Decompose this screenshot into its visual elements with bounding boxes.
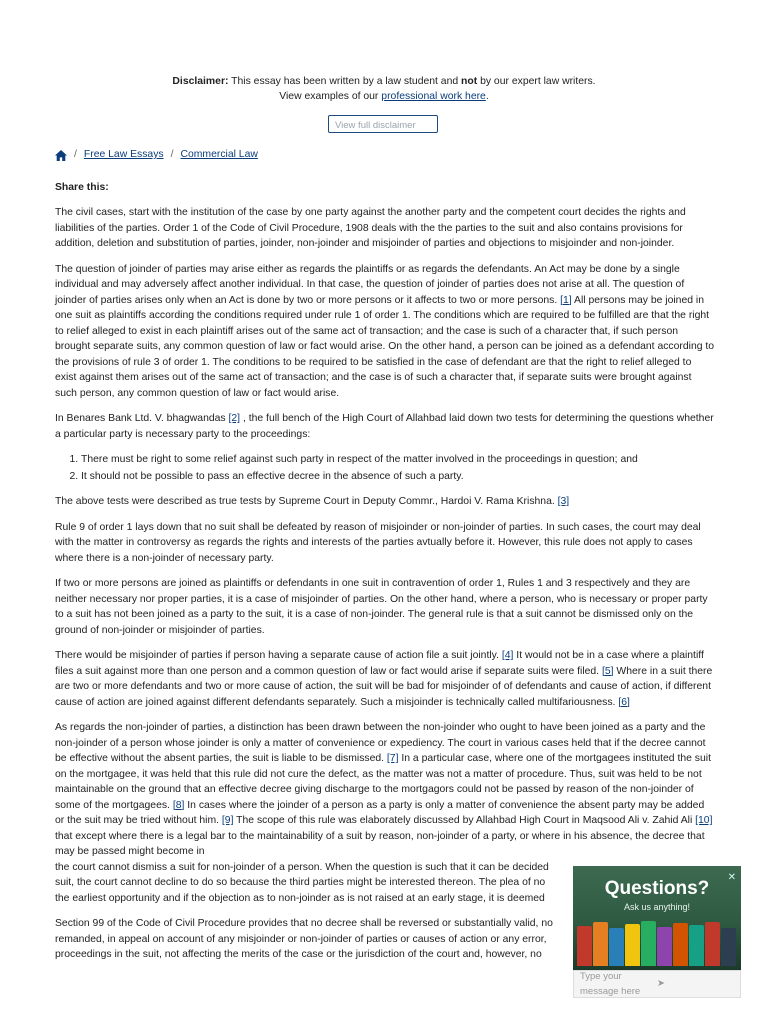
breadcrumb-separator: / <box>170 149 174 160</box>
close-icon[interactable]: ✕ <box>727 872 736 883</box>
chat-subtitle: Ask us anything! <box>623 902 691 912</box>
footnote-link-1[interactable]: [1] <box>560 294 572 306</box>
share-label: Share this: <box>55 182 109 193</box>
book-shape <box>641 921 656 966</box>
breadcrumb-free-law-essays[interactable]: Free Law Essays <box>83 149 164 160</box>
book-shape <box>609 928 624 966</box>
book-shape <box>577 926 592 966</box>
footnote-link-2[interactable]: [2] <box>228 413 241 424</box>
list-item: 2. It should not be possible to pass an effective decree in the absence of such a party. <box>81 469 715 485</box>
tests-list <box>55 452 715 484</box>
paragraph-text: , the full bench of the High Court of Allahbad laid down two tests for determining the questions whether a particular party is necessary party to the proceedings: <box>55 413 714 440</box>
disclaimer-label: Disclaimer: <box>172 76 229 87</box>
book-shape <box>593 922 608 966</box>
disclaimer-end: . <box>485 91 489 102</box>
paragraph-text: There would be misjoinder of parties if person having a separate cause of action file a suit jointly. <box>55 650 502 661</box>
paragraph-text: that except where there is a legal bar to the maintainability of a suit by reason, non-joinder of a party, or where in his absence, the decree that may be passed might become in <box>55 830 705 857</box>
home-icon[interactable] <box>55 150 67 161</box>
paragraph-text: As regards the non-joinder of parties, a distinction has been drawn between the non-joinder who ought to have been joined as a party and the non-joinder of a person whose joinder is only a matter of convenience or expediency. The court in various cases held that if the decree cannot be effective without the absent parties, the suit is liable to be dismissed. <box>55 722 706 764</box>
footnote-link-5[interactable]: [5] <box>601 665 614 677</box>
paragraph-text: In a particular case, where one of the mortgagees instituted the suit on the mortgagee, it was held that this rule did not cure the defect, as the matter was not a matter of procedure. Thus, suit was held to be not maintainable on the ground that an effective decree giving discharge to the mortgagors could not be passed by reason of the non-joinder of some of the mortgagees. <box>55 753 711 811</box>
paragraph-text: remanded, in appeal on account of any misjoinder or non-joinder of parties or causes of action or any error, <box>55 933 547 945</box>
book-shape <box>657 927 672 966</box>
books-illustration <box>577 920 737 966</box>
footnote-link-9[interactable]: [9] <box>221 815 234 826</box>
paragraph-text: The question of joinder of parties may arise either as regards the plaintiffs or as regards the defendants. An Act may be done by a single individual and may adversely affect another individual. In that case, the question of joinder of parties does not arise at all. The question of joinder of parties arises only when an Act is done by two or more persons or it affects to two or more persons. <box>55 263 685 306</box>
paragraph-text: The above tests were described as true tests by Supreme Court in Deputy Commr., Hardoi V. Rama Krishna. <box>55 496 558 507</box>
paragraph-text: suit, the court cannot decline to do so because the third parties might be interested thereon. The plea of no <box>55 877 546 888</box>
disclaimer <box>160 74 608 104</box>
paragraph-text: All persons may be joined in one suit as plaintiffs according the conditions required under rule 1 of order 1. The conditions which are required to be fulfilled are that the right to relief alleged to exist in each plaintiff arises out of the same act of transaction; and the case is such of a character that, if such person brought separate suits, any common question of law or fact would arise. On the other hand, a person can be joined as a defendant according to the provisions of rule 3 of order 1. The conditions to be required to be satisfied in the case of defendant are that the right to relief alleged to exist against them arises out of the same act of transaction; and the case is of such a character that, if separate suits were brought against such person, any common question of law or fact would arise. <box>55 294 715 399</box>
disclaimer-not: not <box>461 76 478 87</box>
paragraph-text: It would not be in a case where a plaintiff files a suit against more than one person and a common question of law or fact would arise if separate suits were filed. <box>55 650 704 677</box>
paragraph-1: The civil cases, start with the institution of the case by one party against the another party and the competent court decides the rights and liabilities of the parties. Order 1 of the Code of Civil Procedure, 1908 deals with the the parties to the suit and also contains provisions for addition, deletion and substitution of parties, joinder, non-joinder and misjoinder of parties and objections to misjoinder and non-joinder. <box>55 207 686 249</box>
paragraph-7 <box>55 648 715 710</box>
footnote-link-3[interactable]: [3] <box>557 496 570 507</box>
disclaimer-text-1: This essay has been written by a law student and <box>228 76 462 87</box>
book-shape <box>673 923 688 966</box>
chat-message-input[interactable] <box>573 970 741 998</box>
professional-work-link[interactable]: professional work here <box>381 91 486 102</box>
paragraph-6: If two or more persons are joined as plaintiffs or defendants in one suit in contravention of order 1, Rules 1 and 3 respectively and they are neither necessary nor proper parties, it is a case of misjoinder of parties. On the other hand, where a person, who is necessary or proper party to a suit has not been joined as a party to the suit, it is a case of non-joinder. The general rule is that a suit cannot be dismissed only on the ground of non-joinder or misjoinder of parties. <box>55 578 708 636</box>
footnote-link-7[interactable]: [7] <box>386 753 399 764</box>
footnote-link-10[interactable]: [10] <box>695 815 713 826</box>
footnote-link-4[interactable]: [4] <box>501 650 514 661</box>
footnote-link-6[interactable]: [6] <box>618 696 630 708</box>
article-body <box>55 205 715 973</box>
disclaimer-text-2: by our expert law writers. View examples of our <box>279 76 596 102</box>
paragraph-text: the earliest opportunity and if the objection as to non-joinder as is not raised at an early stage, it is deemed <box>55 892 545 904</box>
paragraph-text: The scope of this rule was elaborately discussed by Allahbad High Court in Maqsood Ali v. Zahid Ali <box>233 815 696 826</box>
paragraph-text: the court cannot dismiss a suit for non-joinder of a person. When the question is such that it can be decided <box>55 861 549 873</box>
breadcrumb-commercial-law[interactable]: Commercial Law <box>180 149 258 160</box>
footnote-link-8[interactable]: [8] <box>172 799 185 811</box>
paragraph-text: Where in a suit there are two or more defendants and two or more cause of action, the suit will be bad for misjoinder of of defendants and cause of action, if different cause of action are joined against different defendants separately. Such a misjoinder is technically called multifariousness. <box>55 665 713 708</box>
chat-widget[interactable] <box>573 866 741 998</box>
paragraph-text: proceedings in the suit, not affecting the merits of the case or the jurisdiction of the court and, however, no <box>55 949 542 960</box>
book-shape <box>689 925 704 966</box>
paragraph-2 <box>55 262 715 402</box>
breadcrumb <box>55 148 258 162</box>
paragraph-4 <box>55 494 715 510</box>
send-icon[interactable]: ➤ <box>657 978 665 990</box>
chat-banner[interactable] <box>573 866 741 970</box>
chat-title: Questions? <box>604 878 710 899</box>
list-item: 1. There must be right to some relief against such party in respect of the matter involved in the proceedings in question; and <box>81 452 715 468</box>
paragraph-3 <box>55 411 715 442</box>
book-shape <box>625 924 640 966</box>
breadcrumb-separator: / <box>74 149 77 160</box>
paragraph-5: Rule 9 of order 1 lays down that no suit shall be defeated by reason of misjoinder or non-joinder of parties. In such cases, the court may deal with the matter in controversy as regards the rights and interests of the parties avtually before it. However, this rule does not apply to cases where there is a non-joinder of necessary party. <box>55 521 701 564</box>
view-full-disclaimer-button[interactable]: View full disclaimer <box>328 115 438 133</box>
chat-input-placeholder: Type your message here <box>580 970 641 997</box>
paragraph-text: In Benares Bank Ltd. V. bhagwandas <box>55 413 229 424</box>
book-shape <box>705 922 720 966</box>
paragraph-text: Section 99 of the Code of Civil Procedure provides that no decree shall be reversed or substantially valid, no <box>55 918 553 929</box>
book-shape <box>721 928 736 966</box>
paragraph-text: In cases where the joinder of a person as a party is only a matter of convenience the absent party may be added or the suit may be tried without him. <box>55 799 705 826</box>
